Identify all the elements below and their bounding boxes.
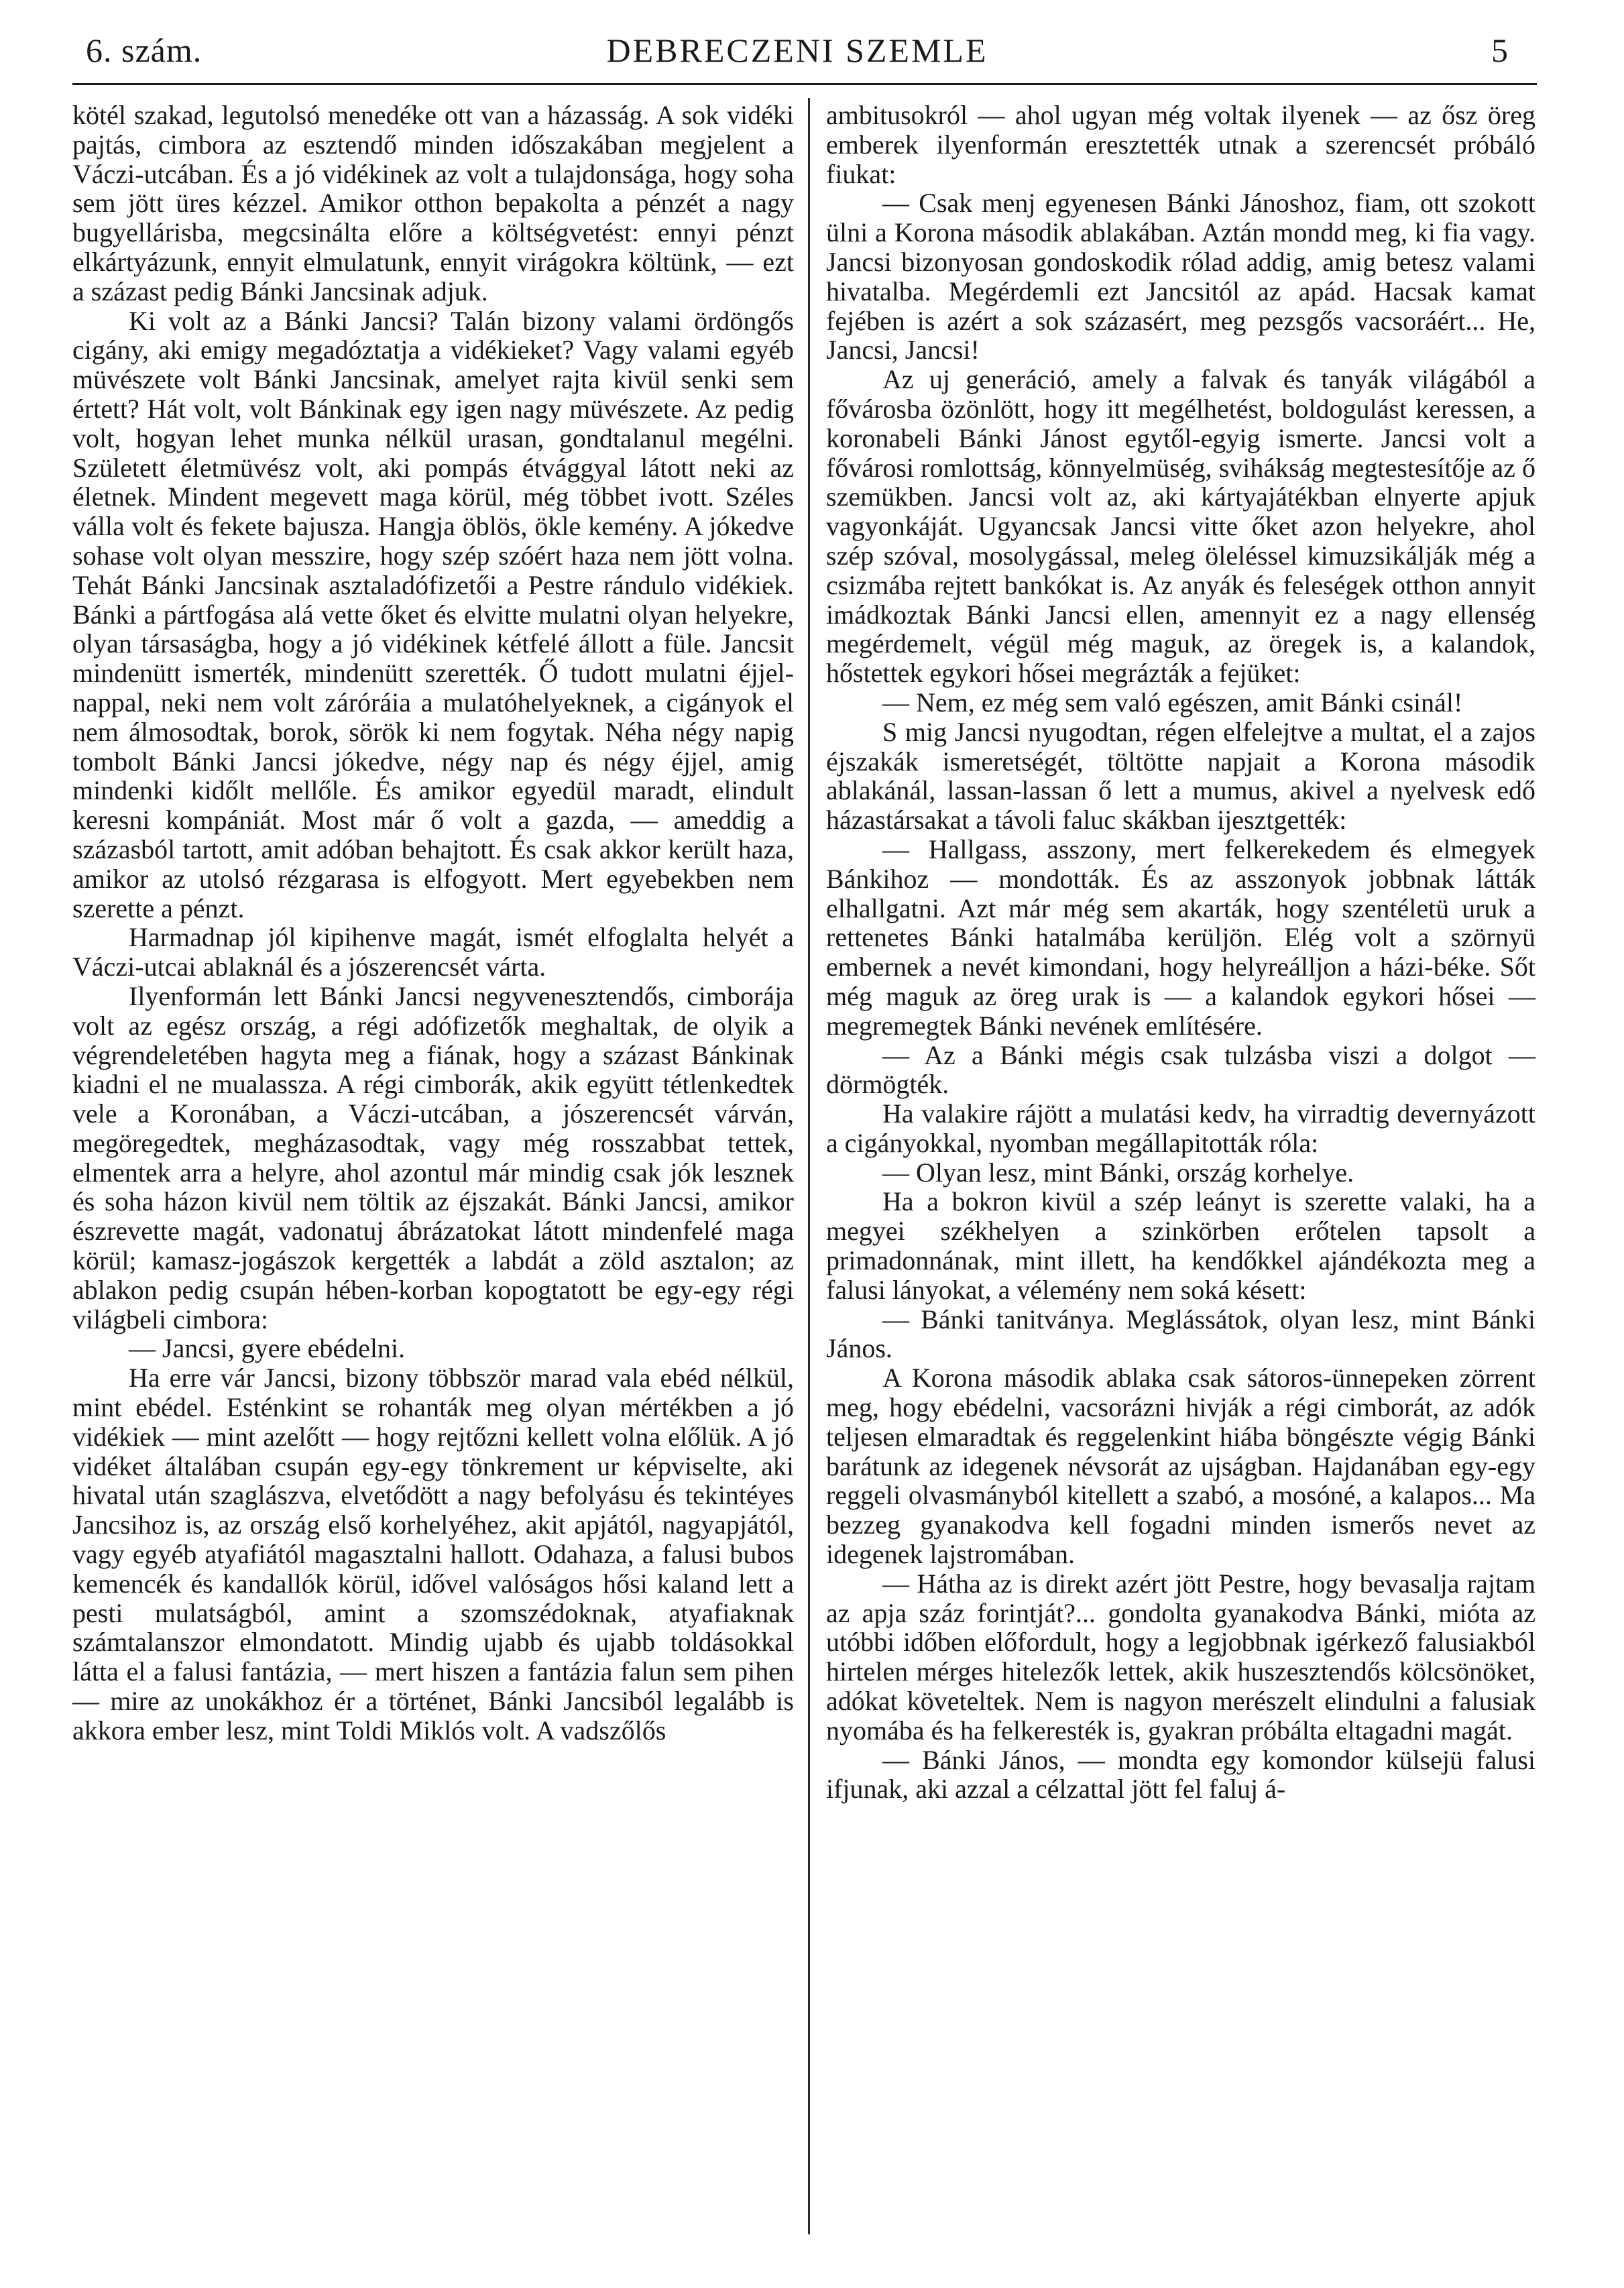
paragraph: Ki volt az a Bánki Jancsi? Talán bizony valami ördöngős cigány, aki emigy megadóztatja a vidékieket? Vagy valami egyéb müvészete volt Bánki Jancsinak, amelyet rajta kivül senki sem értett? Hát volt, volt Bánkinak egy igen nagy müvészete. Az pedig volt, hogyan lehet munka nélkül urasan, gondtalanul megélni. Született életmüvész volt, aki pompás étvággyal látott neki az életnek. Mindent megevett maga körül, még többet ivott. Széles válla volt és fekete bajusza. Hangja öblös, ökle kemény. A jókedve sohase volt olyan messzire, hogy szép szóért haza nem jött volna. Tehát Bánki Jancsinak asztaladófizetői a Pestre rándulo vidékiek. Bánki a pártfogása alá vette őket és elvitte mulatni olyan helyekre, olyan társaságba, hogy a jó vidékinek kétfelé állott a füle. Jancsit mindenütt ismerték, mindenütt szerették. Ő tudott mulatni éjjel-nappal, neki nem volt záróráia a mulatóhelyeknek, a cigányok el nem álmosodtak, borok, sörök ki nem fogytak. Néha négy napig tombolt Bánki Jancsi jókedve, négy nap és négy éjjel, amig mindenki kidőlt mellőle. És amikor egyedül maradt, elindult keresni kompániát. Most már ő volt a gazda, — ameddig a százasból tartott, amit adóban behajtott. És csak akkor került haza, amikor az utolsó rézgarasa is elfogyott. Mert egyebekben nem szerette a pénzt.: [72, 305, 794, 923]
paragraph: Az uj generáció, amely a falvak és tanyák világából a fővárosba özönlött, hogy itt megélhetést, boldogulást keressen, a koronabeli Bánki Jánost egytől-egyig ismerte. Jancsi volt a fővárosi romlottság, könnyelmüség, svihákság megtestesítője az ő szemükben. Jancsi volt az, aki kártyajátékban elnyerte apjuk vagyonkáját. Ugyancsak Jancsi vitte őket azon helyekre, ahol szép szóval, mosolygással, meleg öleléssel kimuzsikálják még a csizmába rejtett bankókat is. Az anyák és feleségek otthon annyit imádkoztak Bánki Jancsi ellen, amennyit ez a nagy ellenség megérdemelt, végül még maguk, az öregek is, a kalandok, hőstettek egykori hősei megrázták a fejüket:: [826, 364, 1535, 689]
paragraph: kötél szakad, legutolsó menedéke ott van a házasság. A sok vidéki pajtás, cimbora az esztendő minden időszakában megjelent a Váczi-utcában. És a jó vidékinek az volt a tulajdonsága, hogy soha sem jött üres kézzel. Amikor otthon bepakolta a pénzét a nagy bugyellárisba, megcsinálta előre a költségvetést: ennyi pénzt elkártyázunk, ennyit elmulatunk, ennyit virágokra költünk, — ezt a százast pedig Bánki Jancsinak adjuk.: [72, 100, 794, 306]
paragraph: Ha erre vár Jancsi, bizony többször marad vala ebéd nélkül, mint ebédel. Esténkint se rohanták meg olyan mértékben a jó vidékiek — mint azelőtt — hogy rejtőzni kellett volna előlük. A jó vidéket általában csupán egy-egy tönkrement ur képviselte, aki hivatal után szaglászva, elvetődött a nagy befolyásu és tekintéyes Jancsihoz is, az ország első korhelyéhez, akit apjától, nagyapjától, vagy egyéb atyafiától magasztalni hallott. Odahaza, a falusi bubos kemencék és kandallók körül, idővel valóságos hősi kaland lett a pesti mulatságból, amint a szomszédoknak, atyafiaknak számtalanszor elmondatott. Mindig ujabb és ujabb toldásokkal látta el a falusi fantázia, — mert hiszen a fantázia falun sem pihen — mire az unokákhoz ér a történet, Bánki Jancsiból legalább is akkora ember lesz, mint Toldi Miklós volt. A vadszőlős: [72, 1363, 794, 1746]
issue-number: 6. szám.: [86, 32, 202, 69]
paragraph: — Jancsi, gyere ebédelni.: [129, 1333, 406, 1364]
paragraph: A Korona második ablaka csak sátoros-ünnepeken zörrent meg, hogy ebédelni, vacsorázni hivják a régi cimborát, az adók teljesen elmaradtak és reggelenkint hiába böngészte végig Bánki barátunk az idegenek névsorát az ujságban. Hajdanában egy-egy reggeli olvasmányból kitellett a szabó, a mosóné, a kalapos... Ma bezzeg gyanakodva kell fogadni minden ismerős nevet az idegenek lajstromában.: [826, 1363, 1535, 1570]
paragraph: — Hátha az is direkt azért jött Pestre, hogy bevasalja rajtam az apja száz forintját?... gondolta gyanakodva Bánki, mióta az utóbbi időben előfordult, hogy a legjobbnak igérkező falusiakból hirtelen mérges hitelezők lettek, akik huszesztendős kölcsönöket, adókat követeltek. Nem is nagyon merészelt elindulni a falusiak nyomába és ha felkeresték is, gyakran próbálta eltagadni magát.: [826, 1568, 1535, 1746]
paragraph: ambitusokról — ahol ugyan még voltak ilyenek — az ősz öreg emberek ilyenformán eresztették utnak a szerencsét próbáló fiukat:: [826, 100, 1535, 189]
header-rule: [72, 83, 1537, 85]
left-column: [72, 101, 794, 1746]
paragraph: Ha a bokron kivül a szép leányt is szerette valaki, ha a megyei székhelyen a szinkörben erőtelen tapsolt a primadonnának, mint illett, ha kendőkkel ajándékozta meg a falusi lányokat, a vélemény nem soká késett:: [826, 1186, 1535, 1305]
running-head: [86, 31, 1509, 84]
paragraph: S mig Jancsi nyugodtan, régen elfelejtve a multat, el a zajos éjszakák ismeretségét, töltötte napjait a Korona második ablakánál, lassan-lassan ő lett a mumus, akivel a nyelvesk edő házastársakat a távoli faluc skákban ijesztgették:: [826, 716, 1535, 836]
paragraph: — Nem, ez még sem való egészen, amit Bánki csinál!: [882, 687, 1463, 718]
paragraph: Ha valakire rájött a mulatási kedv, ha virradtig devernyázott a cigányokkal, nyomban megállapitották róla:: [826, 1098, 1535, 1158]
right-column: [826, 101, 1535, 1804]
paragraph: — Hallgass, asszony, mert felkerekedem és elmegyek Bánkihoz — mondották. És az asszonyok jobbnak látták elhallgatni. Azt már még sem akarták, hogy szentéletü uruk a rettenetes Bánki hatalmába kerüljön. Elég volt a szörnyü embernek a nevét kimondani, hogy helyreálljon a házi-béke. Sőt még maguk az öreg urak is — a kalandok egykori hősei — megremegtek Bánki nevének említésére.: [826, 834, 1535, 1041]
paragraph: Harmadnap jól kipihenve magát, ismét elfoglalta helyét a Váczi-utcai ablaknál és a jószerencsét várta.: [72, 922, 794, 982]
paragraph: Ilyenformán lett Bánki Jancsi negyvenesztendős, cimborája volt az egész ország, a régi adófizetők meghaltak, de olyik a végrendeletében hagyta meg a fiának, hogy a százast Bánkinak kiadni el ne mualassza. A régi cimborák, akik együtt tétlenkedtek vele a Koronában, a Váczi-utcában, a jószerencsét várván, megöregedtek, megházasodtak, vagy még rosszabbat tettek, elmentek arra a helyre, ahol azontul már mindig csak jók lesznek és soha házon kivül nem töltik az éjszakát. Bánki Jancsi, amikor észrevette magát, vadonatuj ábrázatokat látott mindenfelé maga körül; kamasz-jogászok kergették a labdát a zöld asztalon; az ablakon pedig csupán hében-korban kopogtatott be egy-egy régi világbeli cimbora:: [72, 980, 794, 1334]
paragraph: — Bánki tanitványa. Meglássátok, olyan lesz, mint Bánki János.: [826, 1304, 1535, 1364]
journal-title: DEBRECZENI SZEMLE: [606, 32, 988, 69]
paragraph: — Csak menj egyenesen Bánki Jánoshoz, fiam, ott szokott ülni a Korona második ablakában. Aztán mondd meg, ki fia vagy. Jancsi bizonyosan gondoskodik rólad addig, amig betesz valami hivatalba. Megérdemli ezt Jancsitól az apád. Hacsak kamat fejében is azért a sok százasért, meg pezsgős vacsoráért... He, Jancsi, Jancsi!: [826, 188, 1535, 365]
paragraph: — Az a Bánki mégis csak tulzásba viszi a dolgot — dörmögték.: [826, 1039, 1535, 1100]
paragraph: — Bánki János, — mondta egy komondor külsejü falusi ifjunak, aki azzal a célzattal jött fel faluj á-: [826, 1744, 1535, 1805]
paragraph: — Olyan lesz, mint Bánki, ország korhelye.: [882, 1157, 1354, 1188]
page-number: 5: [1491, 32, 1509, 69]
column-divider: [808, 98, 810, 2234]
